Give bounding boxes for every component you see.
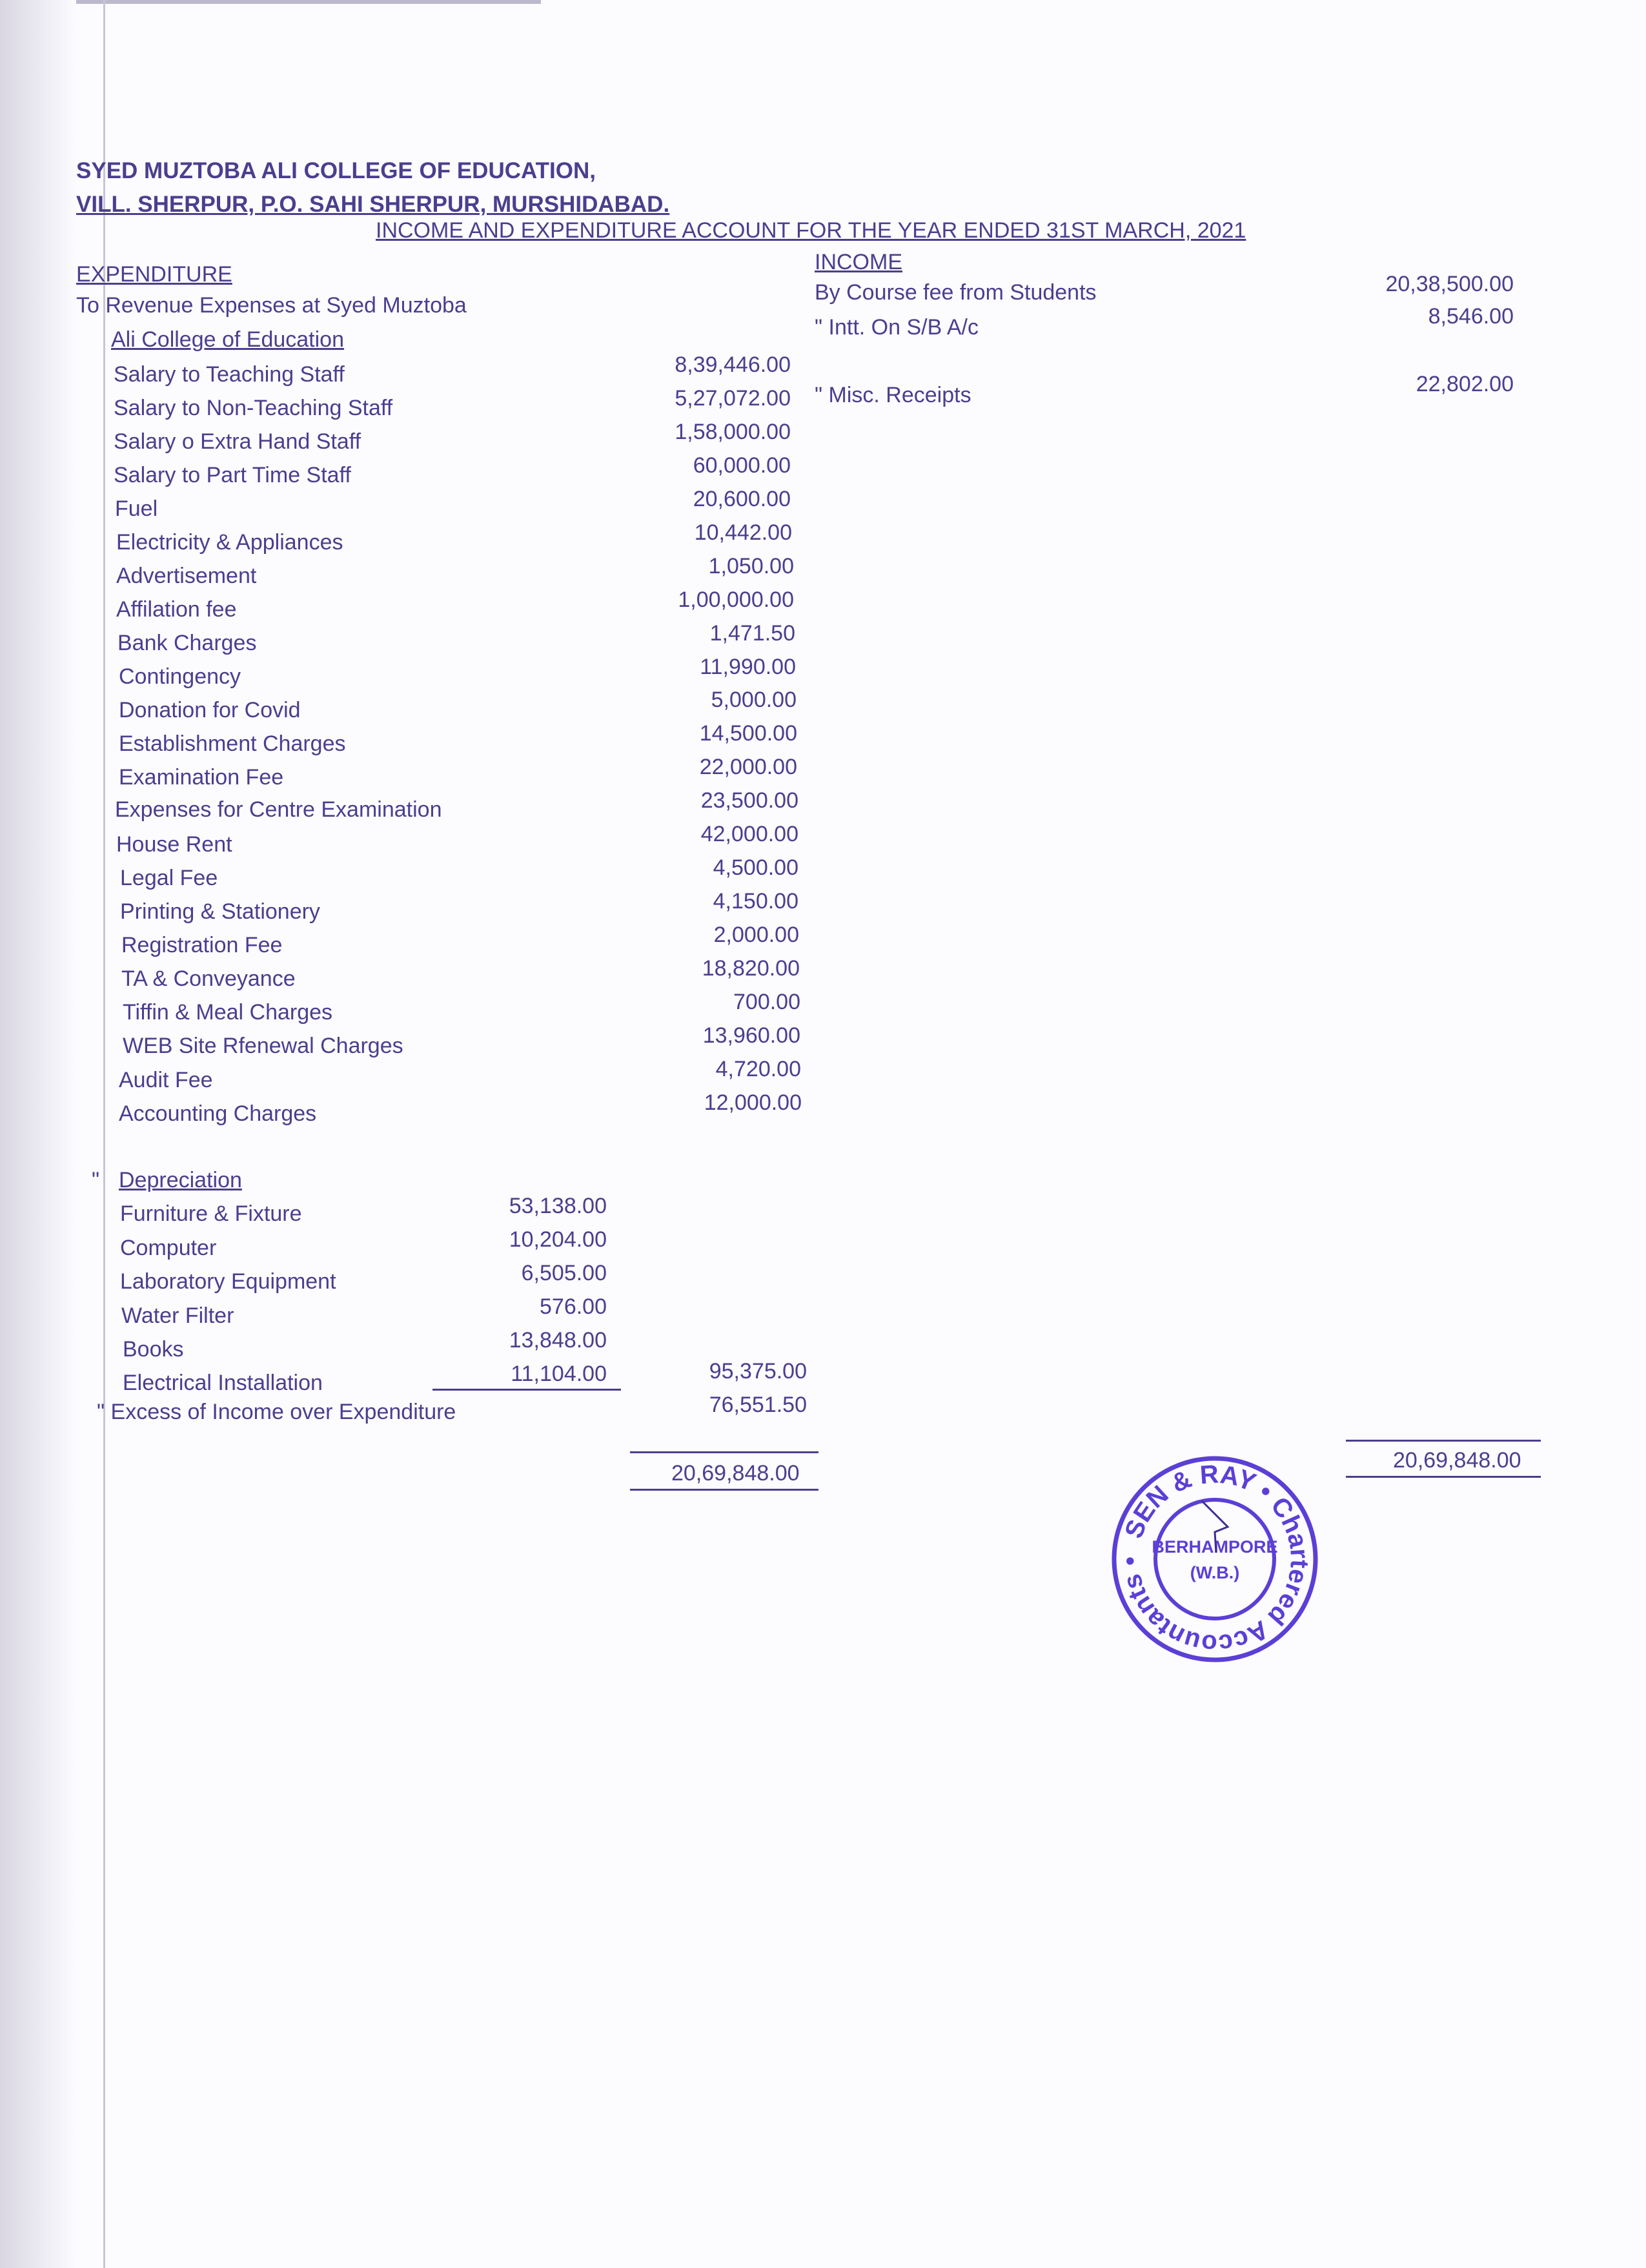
depreciation-total: 95,375.00 [709, 1359, 807, 1384]
expense-amount: 22,000.00 [699, 755, 797, 779]
expense-amount: 4,150.00 [713, 889, 798, 914]
expense-label: Electricity & Appliances [116, 530, 343, 555]
expense-label: Affilation fee [116, 597, 237, 622]
expense-label: Advertisement [116, 564, 257, 588]
expense-label: Printing & Stationery [120, 899, 320, 924]
depreciation-quote-mark: " [92, 1168, 100, 1192]
income-total: 20,69,848.00 [1393, 1448, 1521, 1473]
depreciation-label: Laboratory Equipment [120, 1269, 336, 1294]
expense-amount: 5,27,072.00 [675, 386, 791, 411]
expense-amount: 11,990.00 [700, 655, 796, 679]
expense-amount: 2,000.00 [713, 923, 799, 947]
auditor-seal [1112, 1456, 1318, 1662]
income-label: " Misc. Receipts [815, 383, 971, 407]
income-label: " Intt. On S/B A/c [815, 315, 979, 340]
expense-amount: 60,000.00 [693, 453, 791, 478]
depreciation-amount: 576.00 [540, 1294, 607, 1319]
expense-label: Establishment Charges [119, 731, 346, 756]
expense-amount: 4,500.00 [713, 855, 798, 880]
expense-amount: 1,00,000.00 [678, 587, 794, 612]
expense-label: WEB Site Rfenewal Charges [123, 1034, 403, 1058]
excess-amount: 76,551.50 [709, 1393, 807, 1417]
expense-amount: 18,820.00 [702, 956, 800, 981]
expense-label: Contingency [119, 664, 241, 689]
excess-label: " Excess of Income over Expenditure [97, 1400, 456, 1424]
expense-amount: 1,050.00 [708, 554, 794, 578]
svg-text:SEN & RAY • Chartered Accounta [1116, 1460, 1314, 1658]
expense-label: Salary to Part Time Staff [114, 463, 351, 487]
depreciation-amount: 53,138.00 [509, 1194, 607, 1218]
depreciation-amount: 13,848.00 [509, 1328, 607, 1353]
expense-amount: 12,000.00 [704, 1090, 802, 1115]
depreciation-label: Books [123, 1337, 184, 1362]
expenditure-total: 20,69,848.00 [671, 1461, 800, 1486]
depreciation-label: Water Filter [121, 1303, 234, 1328]
expense-amount: 13,960.00 [702, 1023, 800, 1048]
expense-amount: 1,471.50 [709, 621, 795, 646]
income-amount: 20,38,500.00 [1385, 272, 1514, 296]
depreciation-label: Computer [120, 1236, 217, 1260]
depreciation-label: Furniture & Fixture [120, 1201, 302, 1226]
expense-label: Examination Fee [119, 765, 284, 790]
expense-label: Salary o Extra Hand Staff [114, 429, 361, 454]
scan-edge [0, 0, 76, 2268]
expense-label: Salary to Non-Teaching Staff [114, 396, 393, 420]
expense-label: Tiffin & Meal Charges [123, 1000, 333, 1025]
expense-label: Audit Fee [119, 1068, 213, 1092]
income-total-rule-top [1346, 1440, 1541, 1442]
college-name: SYED MUZTOBA ALI COLLEGE OF EDUCATION, [76, 158, 596, 183]
depreciation-amount: 6,505.00 [521, 1261, 607, 1285]
expense-label: Salary to Teaching Staff [114, 362, 345, 387]
expense-amount: 4,720.00 [715, 1057, 801, 1081]
expenditure-heading: EXPENDITURE [76, 262, 232, 287]
expense-label: Donation for Covid [119, 698, 301, 722]
expense-amount: 14,500.00 [699, 721, 797, 746]
expense-label: Accounting Charges [119, 1101, 317, 1126]
depreciation-underline [432, 1389, 621, 1391]
expense-amount: 23,500.00 [700, 788, 798, 813]
income-label: By Course fee from Students [815, 280, 1097, 305]
expense-label: Registration Fee [121, 933, 283, 957]
depreciation-label: Electrical Installation [123, 1371, 323, 1395]
revenue-expenses-line1: To Revenue Expenses at Syed Muztoba [76, 293, 467, 318]
expense-amount: 5,000.00 [711, 688, 797, 712]
scan-top-edge [76, 0, 541, 4]
income-amount: 8,546.00 [1428, 304, 1514, 329]
expense-label: House Rent [116, 832, 232, 857]
income-total-rule-bottom [1346, 1476, 1541, 1478]
expenditure-total-rule-bottom [630, 1489, 818, 1491]
seal-city: BERHAMPORE [1152, 1537, 1278, 1557]
statement-title: INCOME AND EXPENDITURE ACCOUNT FOR THE YEAR ENDED 31ST MARCH, 2021 [376, 218, 1246, 243]
seal-ring-text: SEN & RAY • Chartered Accountants • [1115, 1460, 1314, 1659]
depreciation-amount: 11,104.00 [511, 1362, 607, 1386]
expense-label: TA & Conveyance [121, 966, 296, 991]
revenue-expenses-line2: Ali College of Education [111, 327, 345, 352]
expense-label: Legal Fee [120, 866, 218, 890]
depreciation-amount: 10,204.00 [509, 1227, 607, 1252]
expense-amount: 20,600.00 [693, 487, 791, 511]
income-amount: 22,802.00 [1416, 372, 1514, 396]
expense-label: Expenses for Centre Examination [115, 797, 442, 822]
expense-amount: 1,58,000.00 [675, 420, 791, 444]
expense-amount: 8,39,446.00 [675, 352, 791, 377]
expense-amount: 700.00 [733, 990, 800, 1014]
depreciation-heading: Depreciation [119, 1168, 242, 1192]
expense-amount: 42,000.00 [700, 822, 798, 846]
expenditure-total-rule-top [630, 1451, 818, 1453]
seal-state: (W.B.) [1190, 1563, 1240, 1582]
income-heading: INCOME [815, 250, 902, 274]
page-fold-line [103, 0, 105, 2268]
college-address: VILL. SHERPUR, P.O. SAHI SHERPUR, MURSHIDABAD. [76, 192, 670, 217]
expense-label: Bank Charges [117, 631, 257, 655]
expense-label: Fuel [115, 496, 158, 521]
expense-amount: 10,442.00 [694, 520, 792, 545]
